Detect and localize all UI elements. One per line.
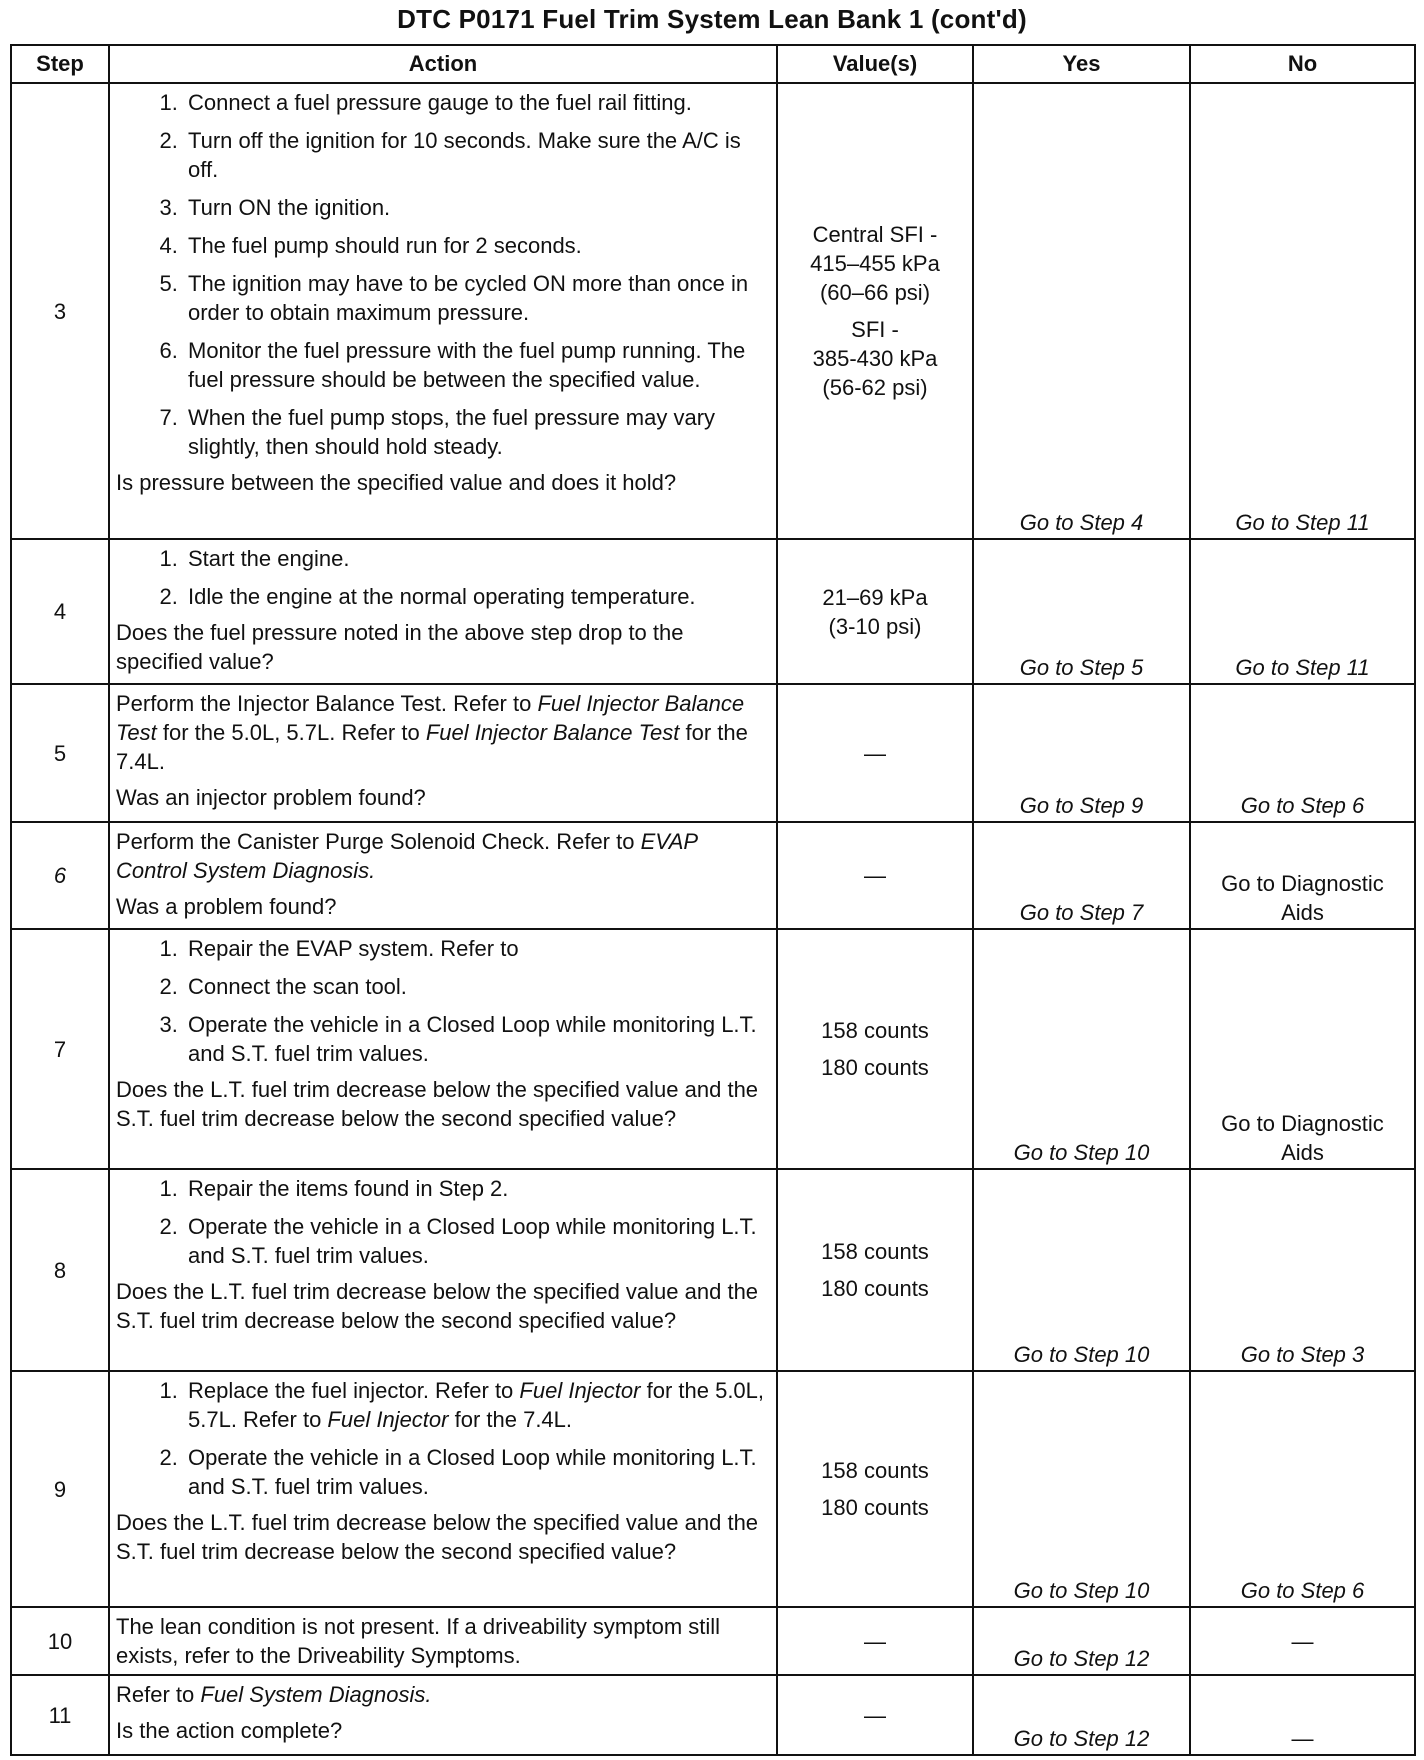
step-number: 10 — [11, 1607, 109, 1675]
action-question: Is pressure between the specified value and does it hold? — [116, 470, 677, 495]
action-question: Is the action complete? — [116, 1718, 343, 1743]
yes-cell: Go to Step 12 — [973, 1675, 1190, 1755]
instruction-text: Replace the fuel injector. Refer to — [188, 1378, 520, 1403]
yes-cell: Go to Step 5 — [973, 539, 1190, 684]
value-line: (3-10 psi) — [828, 613, 922, 639]
action-cell — [109, 822, 777, 929]
table-row-step-5 — [11, 684, 1415, 822]
instruction-text: Perform the Injector Balance Test. Refer to — [116, 691, 538, 716]
action-step: 2. Operate the vehicle in a Closed Loop while monitoring L.T. and S.T. fuel trim values. — [184, 1443, 770, 1501]
reference-link: Fuel System Diagnosis. — [200, 1682, 432, 1707]
action-cell: The lean condition is not present. If a driveability symptom still exists, refer to the Driveability Symptoms. — [109, 1607, 777, 1675]
action-step: 7. When the fuel pump stops, the fuel pressure may vary slightly, then should hold steady. — [184, 403, 770, 461]
value-line: (56-62 psi) — [822, 375, 928, 400]
yes-cell: Go to Step 10 — [973, 1169, 1190, 1371]
value-cell — [777, 539, 973, 684]
instruction-text: for the 5.0L, 5.7L. Refer to — [156, 720, 426, 745]
action-cell — [109, 539, 777, 684]
action-instruction — [116, 1680, 770, 1709]
step-number: 9 — [11, 1371, 109, 1607]
header-no: No — [1190, 45, 1415, 83]
action-step: 2. Turn off the ignition for 10 seconds. Make sure the A/C is off. — [184, 126, 770, 184]
value-cell: — — [777, 684, 973, 822]
action-instruction — [116, 827, 770, 885]
value-cell: — — [777, 822, 973, 929]
no-cell: Go to Step 6 — [1190, 1371, 1415, 1607]
yes-cell: Go to Step 7 — [973, 822, 1190, 929]
value-line: 180 counts — [821, 1276, 929, 1301]
action-step: 3. Operate the vehicle in a Closed Loop while monitoring L.T. and S.T. fuel trim values. — [184, 1010, 770, 1068]
table-row-step-6 — [11, 822, 1415, 929]
action-question: Does the L.T. fuel trim decrease below the specified value and the S.T. fuel trim decrease below the second specified value? — [116, 1279, 759, 1333]
action-step: 2. Connect the scan tool. — [184, 972, 770, 1001]
yes-cell: Go to Step 4 — [973, 83, 1190, 539]
action-step: 2. Operate the vehicle in a Closed Loop while monitoring L.T. and S.T. fuel trim values. — [184, 1212, 770, 1270]
action-cell — [109, 684, 777, 822]
yes-cell: Go to Step 12 — [973, 1607, 1190, 1675]
action-step: 4. The fuel pump should run for 2 seconds. — [184, 231, 770, 260]
action-steps — [116, 544, 770, 611]
header-action: Action — [109, 45, 777, 83]
action-question: Does the fuel pressure noted in the above step drop to the specified value? — [116, 620, 684, 674]
table-row-step-11 — [11, 1675, 1415, 1755]
header-row — [11, 45, 1415, 83]
no-text: Aids — [1281, 1140, 1324, 1165]
action-step: 6. Monitor the fuel pressure with the fuel pump running. The fuel pressure should be between the specified value. — [184, 336, 770, 394]
action-question: Was an injector problem found? — [116, 785, 426, 810]
action-step: 1. Repair the items found in Step 2. — [184, 1174, 770, 1203]
no-cell: Go to Step 3 — [1190, 1169, 1415, 1371]
table-row-step-7 — [11, 929, 1415, 1169]
table-row-step-9 — [11, 1371, 1415, 1607]
action-steps — [116, 1174, 770, 1270]
page-title: DTC P0171 Fuel Trim System Lean Bank 1 (cont'd) — [397, 4, 1027, 34]
action-step: 5. The ignition may have to be cycled ON more than once in order to obtain maximum pressure. — [184, 269, 770, 327]
table-row-step-4 — [11, 539, 1415, 684]
instruction-text: Refer to — [116, 1682, 201, 1707]
step-number: 5 — [11, 684, 109, 822]
instruction-text: for the 7.4L. — [448, 1407, 573, 1432]
no-text: Aids — [1281, 900, 1324, 925]
action-steps — [116, 1376, 770, 1501]
action-cell — [109, 1371, 777, 1607]
value-cell — [777, 1169, 973, 1371]
action-step: 3. Turn ON the ignition. — [184, 193, 770, 222]
reference-link: Fuel Injector Balance Test — [116, 691, 745, 745]
action-step: 1. Repair the EVAP system. Refer to — [184, 934, 770, 963]
reference-link: EVAP Control System Diagnosis. — [116, 829, 698, 883]
step-number: 7 — [11, 929, 109, 1169]
action-steps — [116, 934, 770, 1068]
yes-cell: Go to Step 9 — [973, 684, 1190, 822]
instruction-text: Perform the Canister Purge Solenoid Check. Refer to — [116, 829, 641, 854]
header-yes: Yes — [973, 45, 1190, 83]
action-cell — [109, 83, 777, 539]
value-line: 21–69 kPa — [822, 584, 928, 610]
diagnostic-table — [10, 44, 1416, 1756]
diagnostic-table-wrapper — [10, 44, 1414, 1756]
no-text: Go to Diagnostic — [1221, 1111, 1384, 1136]
table-row-step-3 — [11, 83, 1415, 539]
value-line: Central SFI - — [812, 222, 938, 247]
step-number: 6 — [11, 822, 109, 929]
step-number: 3 — [11, 83, 109, 539]
value-cell: — — [777, 1607, 973, 1675]
action-cell — [109, 929, 777, 1169]
action-instruction — [116, 689, 770, 776]
instruction-text: for the 7.4L. — [116, 720, 748, 774]
no-cell: Go to Step 6 — [1190, 684, 1415, 822]
action-question: Was a problem found? — [116, 894, 337, 919]
reference-link: Fuel Injector — [519, 1378, 641, 1403]
no-cell: — — [1190, 1675, 1415, 1755]
action-question: Does the L.T. fuel trim decrease below the specified value and the S.T. fuel trim decrease below the second specified value? — [116, 1077, 759, 1131]
value-line: 180 counts — [821, 1495, 929, 1520]
reference-link: Fuel Injector Balance Test — [425, 720, 680, 745]
action-cell — [109, 1675, 777, 1755]
step-number: 4 — [11, 539, 109, 684]
yes-cell: Go to Step 10 — [973, 929, 1190, 1169]
header-values: Value(s) — [777, 45, 973, 83]
value-cell: — — [777, 1675, 973, 1755]
header-step: Step — [11, 45, 109, 83]
action-step: 1. Start the engine. — [184, 544, 770, 573]
action-cell — [109, 1169, 777, 1371]
value-cell — [777, 1371, 973, 1607]
action-step: 1. Connect a fuel pressure gauge to the fuel rail fitting. — [184, 88, 770, 117]
step-number: 8 — [11, 1169, 109, 1371]
value-line: 158 counts — [821, 1458, 929, 1483]
no-cell: — — [1190, 1607, 1415, 1675]
reference-link: Fuel Injector — [327, 1407, 449, 1432]
no-cell: Go to Step 11 — [1190, 539, 1415, 684]
action-question: Does the L.T. fuel trim decrease below the specified value and the S.T. fuel trim decrease below the second specified value? — [116, 1510, 759, 1564]
no-cell — [1190, 929, 1415, 1169]
value-line: 385-430 kPa — [812, 346, 938, 371]
table-row-step-8 — [11, 1169, 1415, 1371]
value-line: 180 counts — [821, 1055, 929, 1080]
action-step — [184, 1376, 770, 1434]
value-line: (60–66 psi) — [819, 280, 931, 305]
value-line: 158 counts — [821, 1018, 929, 1043]
value-line: 158 counts — [821, 1239, 929, 1264]
value-cell — [777, 929, 973, 1169]
no-cell — [1190, 822, 1415, 929]
value-cell — [777, 83, 973, 539]
value-line: 415–455 kPa — [810, 251, 940, 276]
value-line: SFI - — [851, 317, 899, 342]
no-text: Go to Diagnostic — [1221, 871, 1384, 896]
yes-cell: Go to Step 10 — [973, 1371, 1190, 1607]
instruction-text: for the 5.0L, 5.7L. Refer to — [188, 1378, 765, 1432]
action-step: 2. Idle the engine at the normal operating temperature. — [184, 582, 770, 611]
no-cell: Go to Step 11 — [1190, 83, 1415, 539]
table-row-step-10 — [11, 1607, 1415, 1675]
action-steps — [116, 88, 770, 461]
step-number: 11 — [11, 1675, 109, 1755]
